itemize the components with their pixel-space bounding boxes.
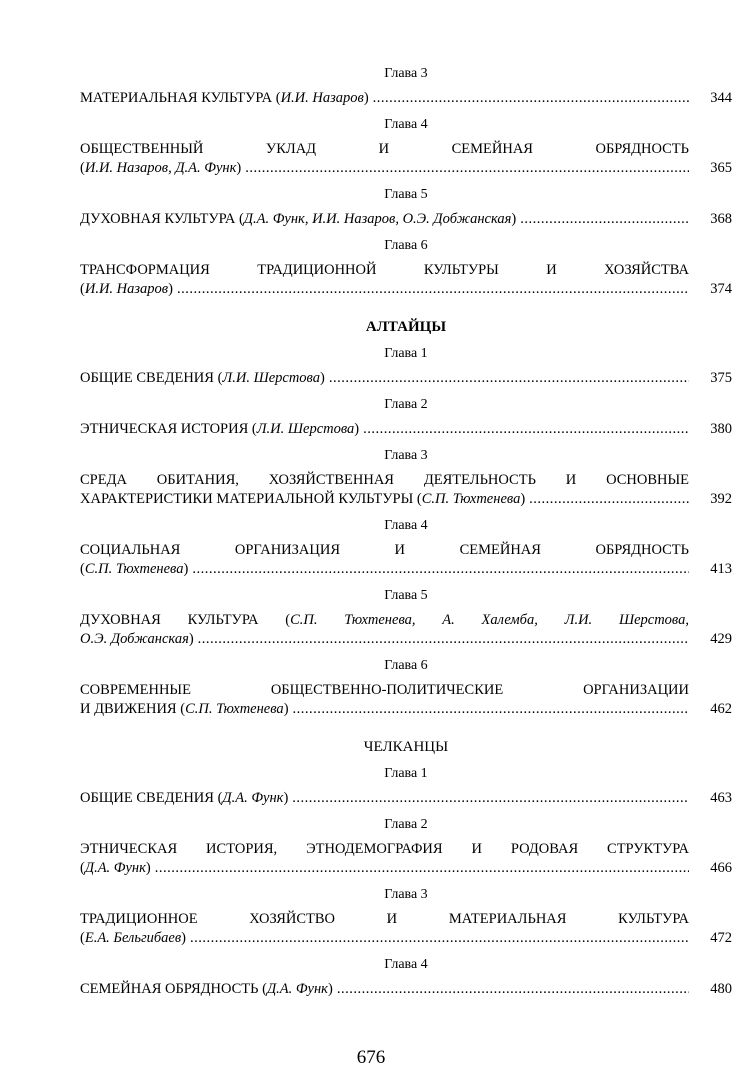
entry-text: [80, 210, 689, 229]
entry-text: [80, 789, 689, 808]
toc-entry: [80, 611, 732, 649]
entry-page-number: 429: [710, 631, 732, 647]
dot-leader: [245, 159, 689, 178]
entry-text: [80, 471, 689, 509]
entry-page-number: 462: [710, 701, 732, 717]
entry-text: [80, 261, 689, 299]
entry-author: Д.А. Функ: [222, 790, 284, 806]
entry-title: (: [80, 860, 85, 876]
chapter-heading: Глава 2: [384, 397, 428, 412]
entry-author: О.Э. Добжанская: [80, 631, 189, 647]
entry-page-number: 463: [710, 790, 732, 806]
entry-text: [80, 369, 689, 388]
entry-line: ТРАНСФОРМАЦИЯ ТРАДИЦИОННОЙ КУЛЬТУРЫ И ХОЗЯЙСТВА: [80, 262, 689, 278]
entry-last-line: [80, 859, 689, 878]
chapter-heading: Глава 5: [384, 187, 428, 202]
entry-last-line: [80, 280, 689, 299]
entry-close: ): [168, 281, 173, 297]
entry-last-text: [80, 789, 288, 808]
toc-entry: [80, 89, 732, 108]
chapter-heading: Глава 1: [384, 346, 428, 361]
dot-leader: [363, 420, 689, 439]
entry-page-number: 380: [710, 421, 732, 437]
entry-title: ДУХОВНАЯ КУЛЬТУРА (: [80, 211, 244, 227]
dot-leader: [293, 700, 689, 719]
entry-close: ): [283, 790, 289, 806]
entry-last-line: [80, 929, 689, 948]
entry-page-number: 466: [710, 860, 732, 876]
entry-line: СОЦИАЛЬНАЯ ОРГАНИЗАЦИЯ И СЕМЕЙНАЯ ОБРЯДНОСТЬ: [80, 542, 689, 558]
dot-leader: [520, 210, 689, 229]
entry-last-line: [80, 700, 689, 719]
entry-text: [80, 980, 689, 999]
toc-entry: [80, 541, 732, 579]
entry-line: СОВРЕМЕННЫЕ ОБЩЕСТВЕННО-ПОЛИТИЧЕСКИЕ ОРГАНИЗАЦИИ: [80, 682, 689, 698]
toc-entry: [80, 471, 732, 509]
entry-text: [80, 89, 689, 108]
entry-text: [80, 541, 689, 579]
entry-page-number: 374: [710, 281, 732, 297]
entry-close: ): [283, 701, 289, 717]
chapter-heading: Глава 6: [384, 658, 428, 673]
toc-entry: [80, 980, 732, 999]
entry-text: [80, 840, 689, 878]
entry-last-text: [80, 210, 516, 229]
entry-title: МАТЕРИАЛЬНАЯ КУЛЬТУРА (: [80, 90, 281, 106]
entry-title: СЕМЕЙНАЯ ОБРЯДНОСТЬ (: [80, 981, 267, 997]
entry-last-line: [80, 369, 689, 388]
toc-entry: [80, 369, 732, 388]
entry-last-line: [80, 560, 689, 579]
entry-last-line: [80, 630, 689, 649]
entry-last-line: [80, 789, 689, 808]
entry-author: Л.И. Шерстова: [256, 421, 355, 437]
dot-leader: [192, 560, 689, 579]
entry-author: Л.И. Шерстова: [222, 370, 320, 386]
entry-author: И.И. Назаров, Д.А. Функ: [84, 160, 237, 176]
entry-line: ТРАДИЦИОННОЕ ХОЗЯЙСТВО И МАТЕРИАЛЬНАЯ КУЛЬТУРА: [80, 911, 689, 927]
entry-last-text: [80, 420, 359, 439]
entry-last-line: [80, 490, 689, 509]
entry-line: СРЕДА ОБИТАНИЯ, ХОЗЯЙСТВЕННАЯ ДЕЯТЕЛЬНОСТЬ И ОСНОВНЫЕ: [80, 472, 689, 488]
entry-author: С.П. Тюхтенева: [421, 491, 521, 507]
entry-text: [80, 681, 689, 719]
entry-close: ): [363, 90, 369, 106]
entry-close: ): [511, 211, 517, 227]
section-title: ЧЕЛКАНЦЫ: [363, 739, 449, 755]
entry-last-line: [80, 420, 689, 439]
entry-last-text: [80, 859, 151, 878]
entry-close: ): [183, 561, 189, 577]
entry-last-line: [80, 159, 689, 178]
entry-title: (: [80, 561, 85, 577]
entry-title: ЭТНИЧЕСКАЯ ИСТОРИЯ (: [80, 421, 257, 437]
entry-close: ): [145, 860, 151, 876]
entry-close: ): [354, 421, 360, 437]
entry-close: ): [319, 370, 325, 386]
entry-title: ОБЩИЕ СВЕДЕНИЯ (: [80, 370, 223, 386]
entry-close: ): [327, 981, 333, 997]
entry-close: ): [188, 631, 194, 647]
entry-author: Д.А. Функ: [84, 860, 146, 876]
toc-entry: [80, 261, 732, 299]
entry-last-text: [80, 560, 188, 579]
page-number: 676: [356, 1047, 386, 1068]
entry-text: [80, 140, 689, 178]
entry-page-number: 344: [710, 90, 732, 106]
entry-page-number: 368: [710, 211, 732, 227]
toc-entry: [80, 210, 732, 229]
entry-page-number: 413: [710, 561, 732, 577]
entry-text: [80, 420, 689, 439]
entry-close: ): [236, 160, 242, 176]
entry-close: ): [181, 930, 187, 946]
chapter-heading: Глава 3: [384, 66, 428, 81]
chapter-heading: Глава 1: [384, 766, 428, 781]
entry-last-line: [80, 980, 689, 999]
section-title: АЛТАЙЦЫ: [365, 319, 447, 335]
chapter-heading: Глава 6: [384, 238, 428, 253]
entry-title: ОБЩИЕ СВЕДЕНИЯ (: [80, 790, 223, 806]
entry-text: [80, 910, 689, 948]
dot-leader: [292, 789, 689, 808]
entry-last-text: [80, 280, 173, 299]
entry-title: (: [80, 160, 85, 176]
dot-leader: [190, 929, 689, 948]
entry-last-text: [80, 630, 194, 649]
entry-author: И.И. Назаров: [280, 90, 364, 106]
toc-entry: [80, 140, 732, 178]
entry-author-part: С.П. Тюхтенева, А. Халемба, Л.И. Шерстова,: [290, 612, 689, 628]
entry-page-number: 480: [710, 981, 732, 997]
chapter-heading: Глава 4: [384, 957, 428, 972]
dot-leader: [329, 369, 689, 388]
chapter-heading: Глава 5: [384, 588, 428, 603]
entry-author: Е.А. Бельгибаев: [84, 930, 182, 946]
entry-last-text: [80, 89, 369, 108]
entry-author: И.И. Назаров: [84, 281, 169, 297]
entry-author: Д.А. Функ: [266, 981, 328, 997]
entry-author: С.П. Тюхтенева: [84, 561, 184, 577]
table-of-contents: [80, 64, 732, 999]
entry-page-number: 472: [710, 930, 732, 946]
toc-entry: [80, 840, 732, 878]
dot-leader: [373, 89, 689, 108]
dot-leader: [198, 630, 689, 649]
chapter-heading: Глава 4: [384, 518, 428, 533]
chapter-heading: Глава 2: [384, 817, 428, 832]
entry-last-text: [80, 369, 325, 388]
entry-last-line: [80, 89, 689, 108]
entry-page-number: 365: [710, 160, 732, 176]
chapter-heading: Глава 3: [384, 448, 428, 463]
dot-leader: [155, 859, 689, 878]
toc-entry: [80, 681, 732, 719]
entry-last-line: [80, 210, 689, 229]
entry-author: С.П. Тюхтенева: [185, 701, 284, 717]
chapter-heading: Глава 3: [384, 887, 428, 902]
entry-author: Д.А. Функ, И.И. Назаров, О.Э. Добжанская: [243, 211, 512, 227]
entry-last-text: [80, 929, 186, 948]
entry-title-part: ДУХОВНАЯ КУЛЬТУРА (: [80, 612, 291, 628]
toc-entry: [80, 910, 732, 948]
entry-title: И ДВИЖЕНИЯ (: [80, 701, 186, 717]
dot-leader: [177, 280, 689, 299]
toc-entry: [80, 789, 732, 808]
dot-leader: [529, 490, 689, 509]
entry-last-text: [80, 159, 241, 178]
entry-title: (: [80, 930, 85, 946]
entry-page-number: 392: [710, 491, 732, 507]
entry-page-number: 375: [710, 370, 732, 386]
entry-last-text: [80, 700, 289, 719]
entry-text: [80, 611, 689, 649]
entry-title: (: [80, 281, 85, 297]
entry-close: ): [520, 491, 526, 507]
entry-last-text: [80, 980, 333, 999]
chapter-heading: Глава 4: [384, 117, 428, 132]
entry-title: ХАРАКТЕРИСТИКИ МАТЕРИАЛЬНОЙ КУЛЬТУРЫ (: [80, 491, 422, 507]
toc-entry: [80, 420, 732, 439]
entry-line: [80, 611, 689, 630]
dot-leader: [337, 980, 689, 999]
entry-line: ЭТНИЧЕСКАЯ ИСТОРИЯ, ЭТНОДЕМОГРАФИЯ И РОДОВАЯ СТРУКТУРА: [80, 841, 689, 857]
entry-line: ОБЩЕСТВЕННЫЙ УКЛАД И СЕМЕЙНАЯ ОБРЯДНОСТЬ: [80, 141, 689, 157]
entry-last-text: [80, 490, 525, 509]
